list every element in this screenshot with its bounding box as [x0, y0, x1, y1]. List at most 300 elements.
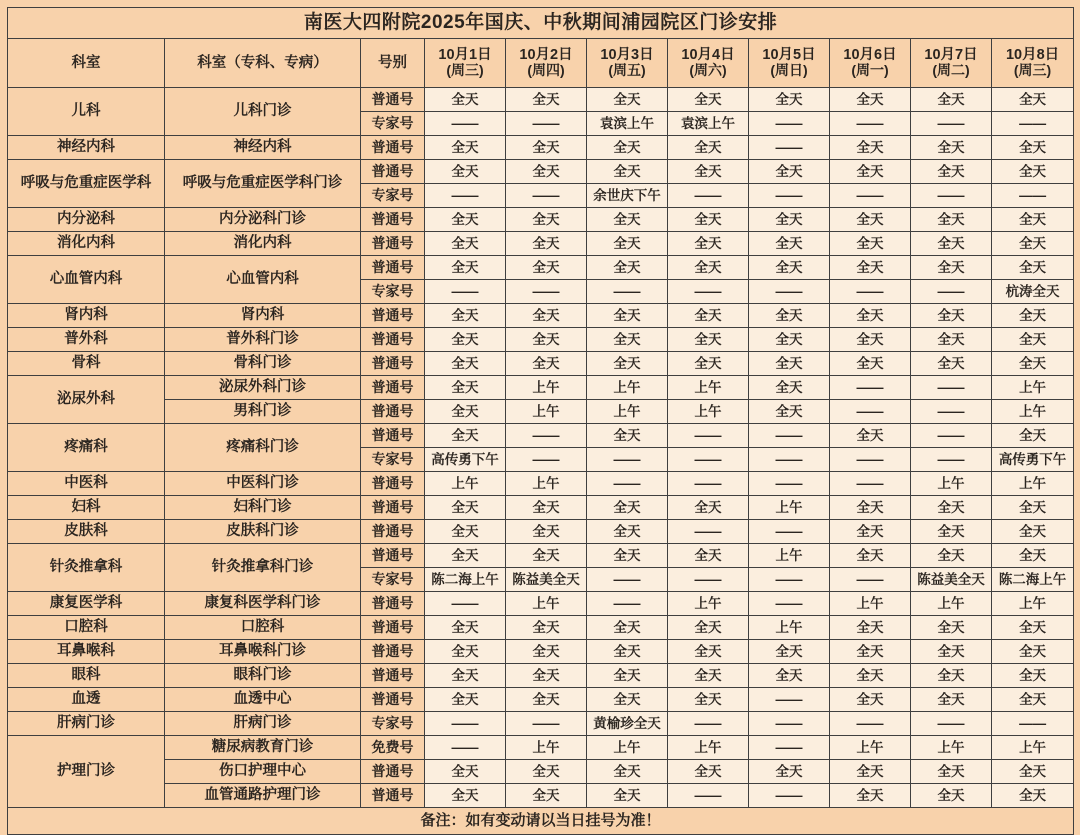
clinic-cell: 血透中心: [165, 688, 361, 712]
header-dept: 科室: [8, 39, 165, 88]
schedule-cell: 上午: [749, 616, 830, 640]
ticket-cell: 普通号: [361, 520, 425, 544]
schedule-cell: 全天: [668, 256, 749, 280]
schedule-cell: 全天: [749, 664, 830, 688]
schedule-cell: 全天: [587, 352, 668, 376]
dept-cell: 骨科: [8, 352, 165, 376]
schedule-cell: 全天: [830, 304, 911, 328]
schedule-cell: 黄榆珍全天: [587, 712, 668, 736]
schedule-cell: 全天: [911, 688, 992, 712]
schedule-cell: 全天: [587, 640, 668, 664]
schedule-cell: 全天: [911, 664, 992, 688]
table-row: [8, 784, 1074, 808]
ticket-cell: 普通号: [361, 496, 425, 520]
schedule-cell: 上午: [506, 592, 587, 616]
schedule-cell: 全天: [668, 688, 749, 712]
schedule-cell: ——: [830, 448, 911, 472]
schedule-cell: ——: [506, 184, 587, 208]
table-row: [8, 328, 1074, 352]
clinic-cell: 糖尿病教育门诊: [165, 736, 361, 760]
schedule-cell: 上午: [992, 376, 1074, 400]
day-date: 10月4日: [681, 47, 735, 64]
ticket-cell: 普通号: [361, 256, 425, 280]
schedule-cell: 上午: [830, 592, 911, 616]
day-week: (周一): [851, 62, 889, 79]
schedule-cell: 全天: [587, 664, 668, 688]
dept-cell: 儿科: [8, 88, 165, 136]
dept-cell: 消化内科: [8, 232, 165, 256]
schedule-cell: 全天: [830, 208, 911, 232]
schedule-cell: 全天: [668, 328, 749, 352]
title-row: [8, 8, 1074, 39]
schedule-cell: 全天: [992, 304, 1074, 328]
schedule-cell: ——: [668, 424, 749, 448]
schedule-cell: 全天: [911, 760, 992, 784]
schedule-cell: ——: [749, 712, 830, 736]
schedule-cell: 全天: [587, 136, 668, 160]
schedule-cell: ——: [992, 112, 1074, 136]
dept-cell: 心血管内科: [8, 256, 165, 304]
day-week: (周日): [770, 62, 808, 79]
schedule-cell: 全天: [830, 352, 911, 376]
ticket-cell: 普通号: [361, 592, 425, 616]
page-title: 南医大四附院2025年国庆、中秋期间浦园院区门诊安排: [8, 8, 1074, 39]
schedule-cell: ——: [992, 184, 1074, 208]
ticket-cell: 专家号: [361, 112, 425, 136]
schedule-cell: 全天: [425, 232, 506, 256]
dept-cell: 呼吸与危重症医学科: [8, 160, 165, 208]
schedule-cell: ——: [425, 184, 506, 208]
ticket-cell: 普通号: [361, 208, 425, 232]
schedule-cell: 全天: [992, 136, 1074, 160]
schedule-cell: ——: [668, 184, 749, 208]
note-text: 备注：如有变动请以当日挂号为准！: [8, 808, 1074, 835]
dept-cell: 内分泌科: [8, 208, 165, 232]
dept-cell: 血透: [8, 688, 165, 712]
schedule-cell: ——: [830, 184, 911, 208]
ticket-cell: 免费号: [361, 736, 425, 760]
schedule-cell: 上午: [587, 736, 668, 760]
schedule-cell: 全天: [830, 424, 911, 448]
schedule-cell: 全天: [506, 688, 587, 712]
day-week: (周三): [446, 62, 484, 79]
schedule-cell: 全天: [992, 496, 1074, 520]
schedule-cell: 全天: [992, 160, 1074, 184]
schedule-cell: 袁滨上午: [587, 112, 668, 136]
schedule-cell: 上午: [425, 472, 506, 496]
schedule-cell: 上午: [992, 736, 1074, 760]
schedule-cell: 上午: [506, 400, 587, 424]
day-week: (周四): [527, 62, 565, 79]
header-ticket: 号别: [361, 39, 425, 88]
schedule-cell: 全天: [425, 640, 506, 664]
schedule-cell: 全天: [992, 88, 1074, 112]
schedule-cell: 全天: [668, 88, 749, 112]
table-row: [8, 352, 1074, 376]
schedule-cell: ——: [830, 568, 911, 592]
table-row: [8, 208, 1074, 232]
ticket-cell: 普通号: [361, 784, 425, 808]
schedule-cell: 全天: [911, 232, 992, 256]
schedule-cell: 全天: [911, 304, 992, 328]
schedule-cell: 全天: [425, 496, 506, 520]
schedule-cell: ——: [911, 424, 992, 448]
ticket-cell: 普通号: [361, 544, 425, 568]
schedule-cell: 上午: [749, 544, 830, 568]
dept-cell: 针灸推拿科: [8, 544, 165, 592]
schedule-cell: ——: [749, 784, 830, 808]
schedule-cell: 上午: [587, 400, 668, 424]
schedule-body: [8, 88, 1074, 808]
schedule-cell: ——: [830, 112, 911, 136]
dept-cell: 肾内科: [8, 304, 165, 328]
schedule-cell: ——: [668, 712, 749, 736]
schedule-cell: ——: [911, 280, 992, 304]
schedule-cell: 高传勇下午: [425, 448, 506, 472]
day-date: 10月3日: [600, 47, 654, 64]
schedule-cell: 上午: [668, 400, 749, 424]
schedule-cell: 上午: [992, 592, 1074, 616]
schedule-cell: 全天: [830, 544, 911, 568]
schedule-cell: 全天: [830, 136, 911, 160]
schedule-cell: 全天: [425, 616, 506, 640]
day-date: 10月2日: [519, 47, 573, 64]
header-day-4: [668, 39, 749, 88]
day-date: 10月5日: [762, 47, 816, 64]
schedule-cell: 上午: [506, 472, 587, 496]
schedule-cell: ——: [506, 448, 587, 472]
schedule-cell: 全天: [911, 256, 992, 280]
schedule-cell: 全天: [425, 208, 506, 232]
ticket-cell: 普通号: [361, 760, 425, 784]
schedule-cell: 全天: [911, 88, 992, 112]
schedule-cell: ——: [749, 520, 830, 544]
table-row: [8, 400, 1074, 424]
schedule-cell: 全天: [749, 352, 830, 376]
schedule-cell: 全天: [992, 352, 1074, 376]
schedule-cell: 全天: [425, 88, 506, 112]
schedule-cell: 全天: [749, 208, 830, 232]
schedule-cell: ——: [668, 280, 749, 304]
header-day-1: [425, 39, 506, 88]
schedule-cell: 全天: [506, 640, 587, 664]
schedule-cell: 全天: [992, 688, 1074, 712]
ticket-cell: 普通号: [361, 88, 425, 112]
header-day-5: [749, 39, 830, 88]
schedule-cell: 全天: [506, 256, 587, 280]
dept-cell: 中医科: [8, 472, 165, 496]
dept-cell: 泌尿外科: [8, 376, 165, 424]
schedule-cell: 全天: [587, 424, 668, 448]
schedule-cell: ——: [587, 592, 668, 616]
schedule-cell: 全天: [830, 160, 911, 184]
schedule-cell: 全天: [992, 664, 1074, 688]
schedule-cell: ——: [749, 184, 830, 208]
schedule-cell: 全天: [749, 232, 830, 256]
schedule-cell: 上午: [668, 592, 749, 616]
schedule-cell: 全天: [911, 352, 992, 376]
schedule-cell: 全天: [425, 664, 506, 688]
schedule-cell: 全天: [425, 400, 506, 424]
schedule-cell: 杭涛全天: [992, 280, 1074, 304]
schedule-cell: 上午: [668, 736, 749, 760]
table-row: [8, 304, 1074, 328]
schedule-cell: ——: [911, 112, 992, 136]
schedule-cell: ——: [749, 280, 830, 304]
schedule-cell: 全天: [830, 496, 911, 520]
clinic-cell: 疼痛科门诊: [165, 424, 361, 472]
ticket-cell: 普通号: [361, 328, 425, 352]
ticket-cell: 专家号: [361, 448, 425, 472]
schedule-cell: ——: [668, 568, 749, 592]
header-clinic: 科室（专科、专病）: [165, 39, 361, 88]
schedule-cell: ——: [830, 472, 911, 496]
schedule-cell: ——: [668, 472, 749, 496]
schedule-cell: 全天: [587, 88, 668, 112]
schedule-cell: 全天: [587, 520, 668, 544]
schedule-cell: ——: [587, 280, 668, 304]
table-row: [8, 136, 1074, 160]
schedule-cell: 全天: [749, 328, 830, 352]
schedule-cell: 上午: [911, 472, 992, 496]
schedule-cell: 全天: [506, 352, 587, 376]
schedule-cell: 全天: [830, 640, 911, 664]
schedule-cell: 全天: [992, 640, 1074, 664]
table-row: [8, 616, 1074, 640]
schedule-cell: 全天: [425, 784, 506, 808]
schedule-cell: 全天: [911, 328, 992, 352]
schedule-cell: 全天: [749, 88, 830, 112]
schedule-cell: 全天: [425, 352, 506, 376]
schedule-cell: 全天: [425, 688, 506, 712]
dept-cell: 妇科: [8, 496, 165, 520]
schedule-cell: 全天: [749, 256, 830, 280]
schedule-cell: ——: [749, 136, 830, 160]
schedule-cell: ——: [587, 448, 668, 472]
day-week: (周五): [608, 62, 646, 79]
schedule-cell: 全天: [668, 664, 749, 688]
day-date: 10月8日: [1005, 47, 1060, 64]
clinic-cell: 伤口护理中心: [165, 760, 361, 784]
ticket-cell: 专家号: [361, 184, 425, 208]
schedule-cell: 全天: [992, 208, 1074, 232]
schedule-cell: 陈益美全天: [911, 568, 992, 592]
schedule-cell: 全天: [587, 232, 668, 256]
schedule-cell: 全天: [992, 256, 1074, 280]
schedule-cell: 全天: [830, 616, 911, 640]
dept-cell: 肝病门诊: [8, 712, 165, 736]
table-row: [8, 472, 1074, 496]
schedule-cell: ——: [425, 712, 506, 736]
schedule-cell: 全天: [425, 328, 506, 352]
ticket-cell: 普通号: [361, 376, 425, 400]
schedule-cell: 全天: [506, 208, 587, 232]
table-row: [8, 544, 1074, 568]
schedule-cell: 上午: [506, 376, 587, 400]
schedule-cell: 全天: [425, 520, 506, 544]
schedule-cell: 全天: [992, 616, 1074, 640]
schedule-cell: 全天: [587, 496, 668, 520]
schedule-cell: 全天: [587, 544, 668, 568]
schedule-cell: 全天: [425, 256, 506, 280]
schedule-cell: 陈二海上午: [992, 568, 1074, 592]
schedule-cell: 全天: [668, 208, 749, 232]
header-day-6: [830, 39, 911, 88]
schedule-cell: ——: [425, 592, 506, 616]
ticket-cell: 专家号: [361, 568, 425, 592]
schedule-cell: 全天: [830, 88, 911, 112]
schedule-cell: 陈益美全天: [506, 568, 587, 592]
schedule-cell: 全天: [425, 136, 506, 160]
clinic-cell: 眼科门诊: [165, 664, 361, 688]
schedule-cell: 全天: [587, 208, 668, 232]
schedule-cell: 全天: [992, 760, 1074, 784]
schedule-cell: 全天: [830, 760, 911, 784]
schedule-cell: 全天: [668, 616, 749, 640]
schedule-cell: ——: [506, 112, 587, 136]
table-row: [8, 736, 1074, 760]
clinic-cell: 皮肤科门诊: [165, 520, 361, 544]
ticket-cell: 普通号: [361, 400, 425, 424]
schedule-cell: ——: [668, 448, 749, 472]
schedule-cell: 全天: [830, 688, 911, 712]
schedule-cell: 全天: [668, 640, 749, 664]
schedule-cell: ——: [749, 688, 830, 712]
note-row: [8, 808, 1074, 835]
schedule-cell: ——: [749, 424, 830, 448]
schedule-cell: ——: [911, 712, 992, 736]
clinic-cell: 骨科门诊: [165, 352, 361, 376]
table-row: [8, 640, 1074, 664]
schedule-cell: 上午: [668, 376, 749, 400]
day-date: 10月7日: [924, 47, 978, 64]
table-row: [8, 592, 1074, 616]
schedule-cell: 全天: [668, 760, 749, 784]
table-row: [8, 520, 1074, 544]
schedule-cell: 全天: [911, 208, 992, 232]
schedule-table: [7, 7, 1074, 835]
day-week: (周六): [689, 62, 727, 79]
table-row: [8, 496, 1074, 520]
schedule-cell: 全天: [992, 328, 1074, 352]
clinic-cell: 血管通路护理门诊: [165, 784, 361, 808]
schedule-cell: 全天: [749, 376, 830, 400]
schedule-cell: 全天: [587, 616, 668, 640]
table-row: [8, 712, 1074, 736]
schedule-cell: 全天: [506, 160, 587, 184]
schedule-cell: 全天: [749, 400, 830, 424]
dept-cell: 皮肤科: [8, 520, 165, 544]
schedule-cell: 全天: [911, 616, 992, 640]
schedule-cell: 全天: [587, 160, 668, 184]
schedule-cell: 全天: [830, 520, 911, 544]
day-week: (周二): [932, 62, 970, 79]
schedule-cell: 全天: [425, 304, 506, 328]
schedule-cell: ——: [749, 448, 830, 472]
schedule-cell: ——: [749, 736, 830, 760]
dept-cell: 眼科: [8, 664, 165, 688]
table-row: [8, 256, 1074, 280]
clinic-cell: 男科门诊: [165, 400, 361, 424]
schedule-cell: 全天: [506, 136, 587, 160]
schedule-cell: 全天: [749, 760, 830, 784]
table-row: [8, 664, 1074, 688]
header-day-2: [506, 39, 587, 88]
schedule-cell: 全天: [506, 328, 587, 352]
ticket-cell: 普通号: [361, 616, 425, 640]
schedule-cell: 全天: [911, 520, 992, 544]
ticket-cell: 普通号: [361, 424, 425, 448]
ticket-cell: 普通号: [361, 304, 425, 328]
clinic-cell: 泌尿外科门诊: [165, 376, 361, 400]
schedule-cell: 全天: [506, 304, 587, 328]
schedule-cell: 全天: [425, 544, 506, 568]
schedule-cell: 全天: [425, 424, 506, 448]
table-row: [8, 88, 1074, 112]
schedule-cell: ——: [425, 112, 506, 136]
schedule-cell: 全天: [830, 328, 911, 352]
schedule-cell: ——: [830, 280, 911, 304]
clinic-cell: 消化内科: [165, 232, 361, 256]
schedule-cell: 上午: [506, 736, 587, 760]
dept-cell: 普外科: [8, 328, 165, 352]
schedule-cell: 全天: [911, 784, 992, 808]
schedule-cell: ——: [749, 112, 830, 136]
schedule-cell: 全天: [749, 160, 830, 184]
schedule-cell: 全天: [830, 232, 911, 256]
table-row: [8, 232, 1074, 256]
ticket-cell: 普通号: [361, 136, 425, 160]
schedule-cell: 全天: [506, 88, 587, 112]
schedule-cell: 上午: [992, 400, 1074, 424]
schedule-cell: 全天: [830, 256, 911, 280]
dept-cell: 疼痛科: [8, 424, 165, 472]
schedule-cell: 全天: [668, 352, 749, 376]
clinic-cell: 康复科医学科门诊: [165, 592, 361, 616]
schedule-cell: 上午: [587, 376, 668, 400]
dept-cell: 康复医学科: [8, 592, 165, 616]
schedule-cell: 全天: [911, 136, 992, 160]
schedule-cell: 全天: [506, 496, 587, 520]
header-row: [8, 39, 1074, 88]
schedule-cell: 全天: [992, 424, 1074, 448]
schedule-cell: ——: [506, 424, 587, 448]
schedule-cell: 全天: [587, 760, 668, 784]
clinic-cell: 呼吸与危重症医学科门诊: [165, 160, 361, 208]
clinic-cell: 针灸推拿科门诊: [165, 544, 361, 592]
schedule-cell: 全天: [668, 496, 749, 520]
schedule-cell: 全天: [506, 616, 587, 640]
dept-cell: 耳鼻喉科: [8, 640, 165, 664]
clinic-cell: 儿科门诊: [165, 88, 361, 136]
schedule-cell: 全天: [506, 664, 587, 688]
schedule-cell: 全天: [668, 160, 749, 184]
schedule-cell: ——: [668, 520, 749, 544]
clinic-cell: 肾内科: [165, 304, 361, 328]
schedule-cell: 全天: [749, 640, 830, 664]
ticket-cell: 普通号: [361, 640, 425, 664]
schedule-cell: 全天: [911, 496, 992, 520]
schedule-cell: 全天: [506, 784, 587, 808]
schedule-cell: 全天: [668, 136, 749, 160]
schedule-cell: ——: [587, 472, 668, 496]
clinic-cell: 普外科门诊: [165, 328, 361, 352]
schedule-cell: ——: [425, 280, 506, 304]
table-row: [8, 424, 1074, 448]
schedule-cell: ——: [911, 448, 992, 472]
schedule-cell: ——: [668, 784, 749, 808]
ticket-cell: 普通号: [361, 232, 425, 256]
